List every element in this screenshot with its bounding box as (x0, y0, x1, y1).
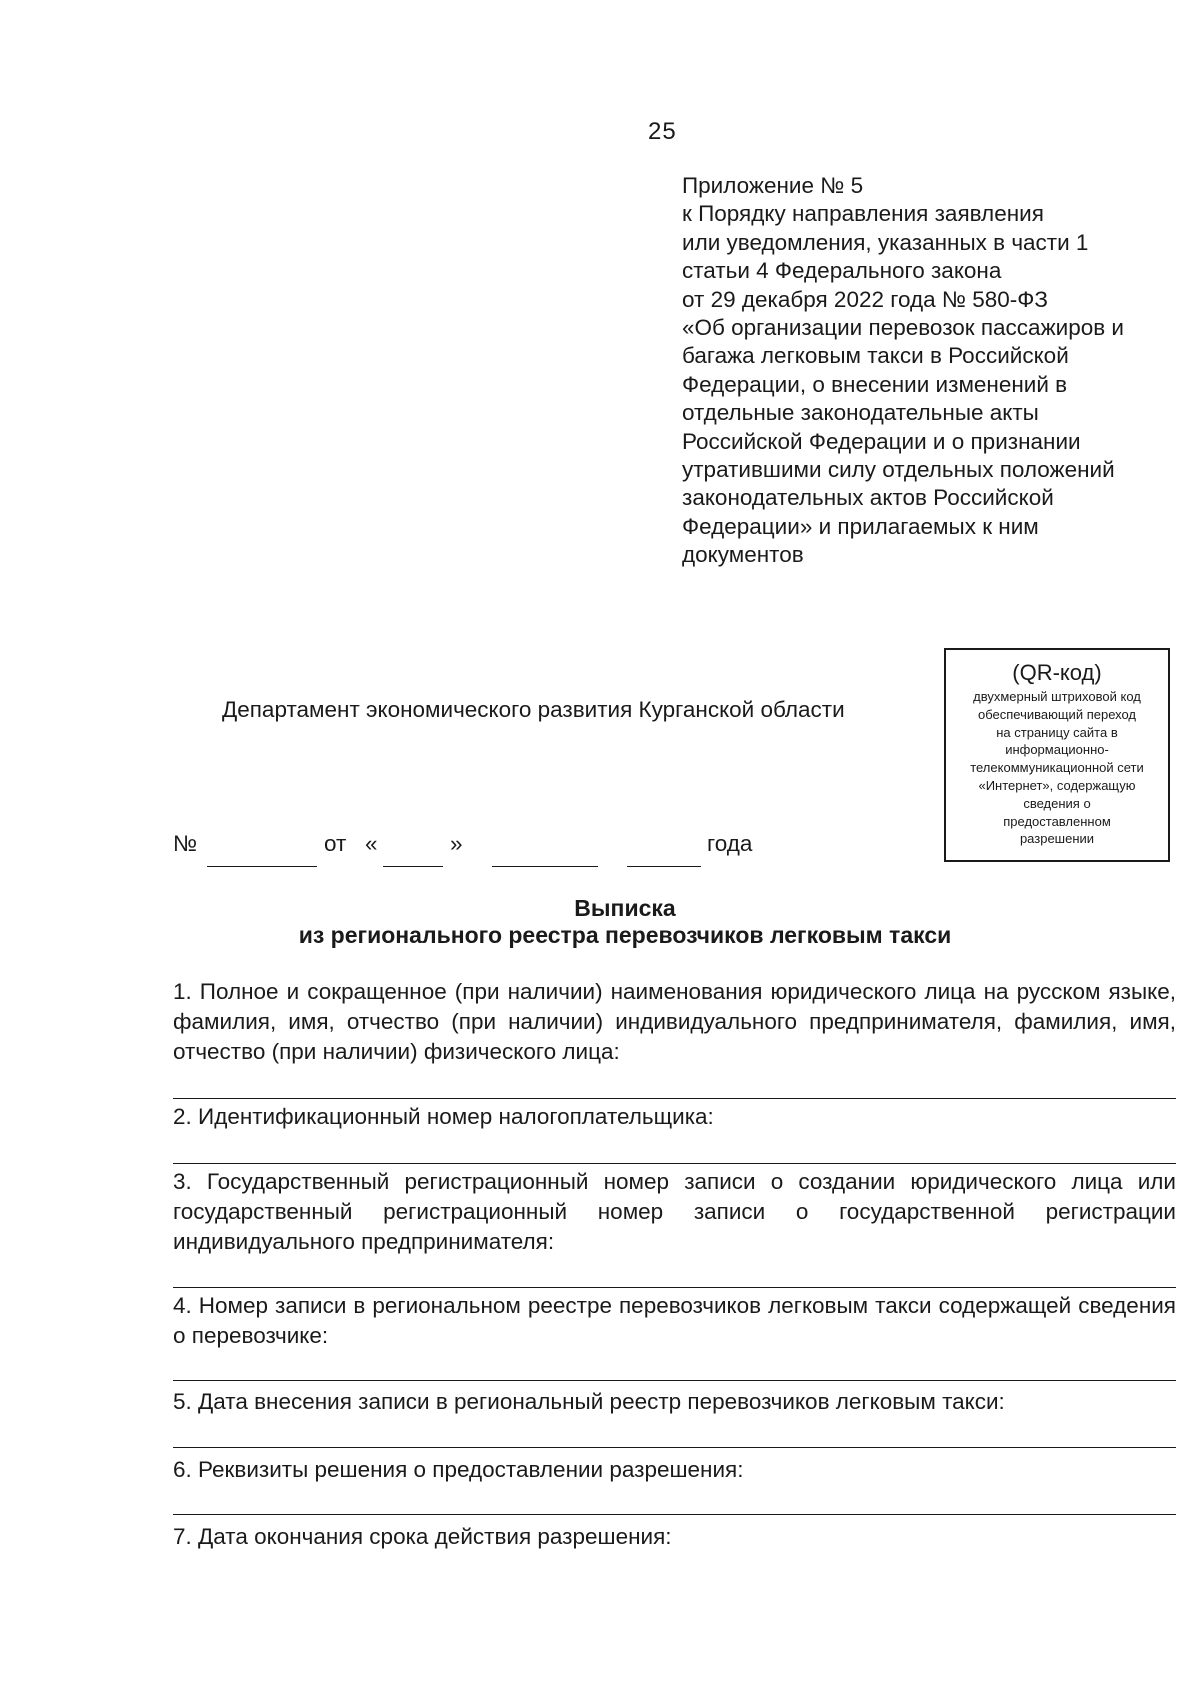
year-blank (627, 866, 701, 867)
qr-code-placeholder (944, 648, 1170, 862)
item-7-text: 7. Дата окончания срока действия разрешения: (173, 1524, 672, 1549)
department-name: Департамент экономического развития Курганской области (222, 697, 845, 722)
item-3-text: 3. Государственный регистрационный номер записи о создании юридического лица или государственный регистрационный номер записи о государственной регистрации индивидуального предпринимателя: (173, 1169, 1176, 1254)
from-label: от (324, 831, 347, 856)
document-subtitle: из регионального реестра перевозчиков легковым такси (298, 922, 952, 948)
item-5-blank-line (173, 1447, 1176, 1448)
number-sign: № (173, 831, 198, 856)
qr-description-line: на страницу сайта в (996, 724, 1118, 740)
month-blank (492, 866, 598, 867)
qr-description-line: сведения о (1023, 795, 1091, 811)
appendix-line: статьи 4 Федерального закона (682, 258, 1002, 284)
qr-description-line: обеспечивающий переход (977, 706, 1137, 722)
appendix-line: Федерации, о внесении изменений в (682, 371, 1068, 397)
appendix-line: Федерации» и прилагаемых к ним (682, 513, 1039, 539)
item-2-blank-line (173, 1163, 1176, 1164)
qr-description-line: разрешении (1019, 831, 1095, 847)
quote-open: « (365, 831, 378, 856)
appendix-line: отдельные законодательные акты (682, 400, 1039, 426)
item-1-blank-line (173, 1098, 1176, 1099)
appendix-line: законодательных актов Российской (682, 485, 1054, 511)
appendix-line: к Порядку направления заявления (682, 201, 1044, 227)
item-4-text: 4. Номер записи в региональном реестре перевозчиков легковым такси содержащей сведения о перевозчике: (173, 1293, 1176, 1348)
appendix-line: или уведомления, указанных в части 1 (682, 229, 1089, 255)
qr-description-line: телекоммуникационной сети (970, 760, 1144, 776)
qr-description (946, 688, 1168, 848)
appendix-line: Российской Федерации и о признании (682, 428, 1081, 454)
qr-description-line: информационно- (1005, 742, 1109, 758)
item-5-text: 5. Дата внесения записи в региональный реестр перевозчиков легковым такси: (173, 1389, 1005, 1414)
day-blank (383, 866, 443, 867)
item-2-text: 2. Идентификационный номер налогоплательщика: (173, 1104, 714, 1129)
qr-description-line: предоставленном (1003, 813, 1111, 829)
qr-title: (QR-код) (1012, 660, 1102, 685)
item-6-text: 6. Реквизиты решения о предоставлении разрешения: (173, 1457, 744, 1482)
appendix-line: утратившими силу отдельных положений (682, 457, 1115, 483)
quote-close: » (450, 831, 463, 856)
appendix-line: от 29 декабря 2022 года № 580-ФЗ (682, 286, 1048, 312)
document-title: Выписка (574, 895, 676, 921)
page-number: 25 (648, 118, 677, 145)
qr-description-line: двухмерный штриховой код (973, 689, 1141, 704)
item-1-text: 1. Полное и сокращенное (при наличии) наименования юридического лица на русском языке, фамилия, имя, отчество (при наличии) индивидуального предпринимателя, фамилия, имя, отчество (при наличии) физического лица: (173, 979, 1176, 1064)
year-label: года (707, 831, 753, 856)
appendix-line: «Об организации перевозок пассажиров и (682, 315, 1124, 341)
item-4-blank-line (173, 1380, 1176, 1381)
appendix-block (682, 172, 1182, 570)
item-6-blank-line (173, 1514, 1176, 1515)
item-3-blank-line (173, 1287, 1176, 1288)
number-blank (207, 866, 317, 867)
appendix-line: багажа легковым такси в Российской (682, 343, 1069, 369)
appendix-line: документов (682, 542, 804, 568)
qr-description-line: «Интернет», содержащую (978, 777, 1136, 793)
appendix-line: Приложение № 5 (682, 173, 864, 198)
